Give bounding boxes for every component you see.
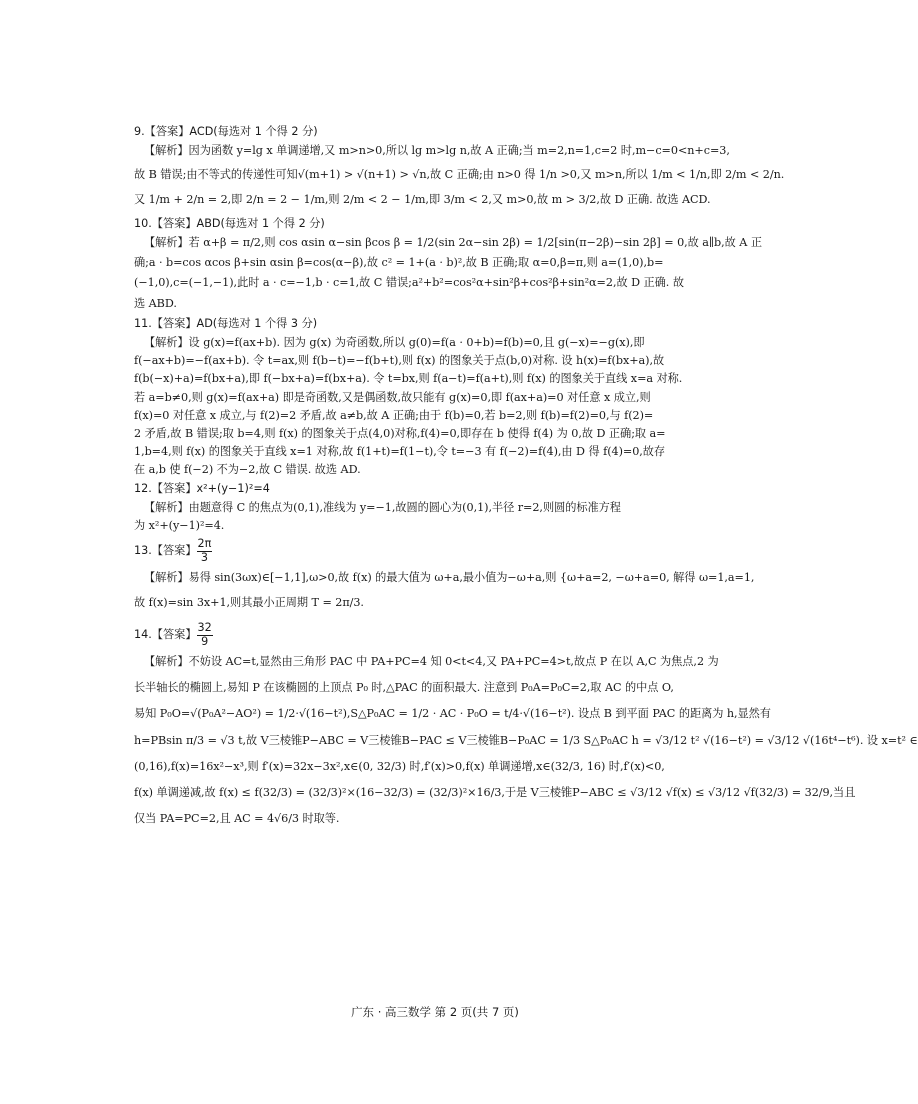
answer-prefix: 14.【答案】	[134, 628, 197, 642]
explanation-line: (0,16),f(x)=16x²−x³,则 f′(x)=32x−3x²,x∈(0, 32/3) 时,f′(x)>0,f(x) 单调递增,x∈(32/3, 16) 时,f′(x)<0,	[134, 759, 665, 773]
answer-line	[134, 538, 774, 564]
explanation-line: 1,b=4,则 f(x) 的图象关于直线 x=1 对称,故 f(1+t)=f(1−t),令 t=−3 有 f(−2)=f(4),由 D 得 f(4)=0,故存	[134, 445, 666, 459]
explanation-line: 又 1/m + 2/n = 2,即 2/n = 2 − 1/m,则 2/m < 2 − 1/m,即 3/m < 2,又 m>0,故 m > 3/2,故 D 正确. 故选 ACD.	[134, 192, 711, 206]
question-12	[134, 483, 774, 532]
explanation-line: 选 ABD.	[134, 296, 177, 310]
answer-prefix: 13.【答案】	[134, 544, 197, 558]
question-9	[134, 125, 785, 206]
answer-line	[134, 622, 774, 648]
explanation-line: 长半轴长的椭圆上,易知 P 在该椭圆的上顶点 P₀ 时,△PAC 的面积最大. 注意到 P₀A=P₀C=2,取 AC 的中点 O,	[134, 681, 674, 695]
question-11	[134, 318, 774, 476]
question-10	[134, 218, 774, 309]
explanation-line: 仅当 PA=PC=2,且 AC = 4√6/3 时取等.	[134, 812, 340, 826]
explanation-line: (−1,0),c=(−1,−1),此时 a · c=−1,b · c=1,故 C 错误;a²+b²=cos²α+sin²β+cos²β+sin²α=2,故 D 正确. 故	[134, 276, 684, 290]
explanation-line: 【解析】易得 sin(3ωx)∈[−1,1],ω>0,故 f(x) 的最大值为 ω+a,最小值为−ω+a,则 {ω+a=2, −ω+a=0, 解得 ω=1,a=1,	[144, 570, 755, 584]
fraction-numerator: 2π	[197, 537, 212, 551]
solutions-content	[134, 125, 918, 839]
fraction-denominator: 9	[201, 634, 209, 648]
question-13	[134, 538, 774, 608]
explanation-line: 【解析】不妨设 AC=t,显然由三角形 PAC 中 PA+PC=4 知 0<t<4,又 PA+PC=4>t,故点 P 在以 A,C 为焦点,2 为	[144, 654, 719, 668]
answer-line: 10.【答案】ABD(每选对 1 个得 2 分)	[134, 216, 325, 230]
explanation-line: 2 矛盾,故 B 错误;取 b=4,则 f(x) 的图象关于点(4,0)对称,f(4)=0,即存在 b 使得 f(4) 为 0,故 D 正确;取 a=	[134, 427, 666, 441]
answer-line: 12.【答案】x²+(y−1)²=4	[134, 481, 270, 495]
explanation-line: 确;a · b=cos αcos β+sin αsin β=cos(α−β),故 c² = 1+(a · b)²,故 B 正确;取 α=0,β=π,则 a=(1,0),b=	[134, 256, 664, 270]
explanation-line: f(−ax+b)=−f(ax+b). 令 t=ax,则 f(b−t)=−f(b+t),则 f(x) 的图象关于点(b,0)对称. 设 h(x)=f(bx+a),故	[134, 354, 665, 368]
explanation-line: 【解析】因为函数 y=lg x 单调递增,又 m>n>0,所以 lg m>lg n,故 A 正确;当 m=2,n=1,c=2 时,m−c=0<n+c=3,	[144, 144, 730, 158]
explanation-line: 在 a,b 使 f(−2) 不为−2,故 C 错误. 故选 AD.	[134, 463, 361, 477]
explanation-line: f(b(−x)+a)=f(bx+a),即 f(−bx+a)=f(bx+a). 令 t=bx,则 f(a−t)=f(a+t),则 f(x) 的图象关于直线 x=a 对称.	[134, 372, 683, 386]
explanation-line: h=PBsin π/3 = √3 t,故 V三棱锥P−ABC = V三棱锥B−PAC ≤ V三棱锥B−P₀AC = 1/3 S△P₀AC h = √3/12 t² √(16−t²) = √3/12 √(16t⁴−t⁶). 设 x=t² ∈	[134, 733, 918, 747]
explanation-line: 【解析】由题意得 C 的焦点为(0,1),准线为 y=−1,故圆的圆心为(0,1),半径 r=2,则圆的标准方程	[144, 500, 621, 514]
explanation-line: f(x) 单调递减,故 f(x) ≤ f(32/3) = (32/3)²×(16−32/3) = (32/3)²×16/3,于是 V三棱锥P−ABC ≤ √3/12 √f(x) ≤ √3/12 √f(32/3) = 32/9,当且	[134, 785, 856, 799]
answer-fraction	[197, 622, 213, 648]
explanation-line: 易知 P₀O=√(P₀A²−AO²) = 1/2·√(16−t²),S△P₀AC = 1/2 · AC · P₀O = t/4·√(16−t²). 设点 B 到平面 PAC 的距离为 h,显然有	[134, 707, 771, 721]
answer-line: 11.【答案】AD(每选对 1 个得 3 分)	[134, 316, 318, 330]
explanation-line: 为 x²+(y−1)²=4.	[134, 519, 225, 533]
page-footer: 广东 · 高三数学 第 2 页(共 7 页)	[351, 1005, 519, 1019]
answer-fraction	[197, 538, 213, 564]
question-14	[134, 621, 918, 826]
explanation-line: 若 a=b≠0,则 g(x)=f(ax+a) 即是奇函数,又是偶函数,故只能有 g(x)=0,即 f(ax+a)=0 对任意 x 成立,则	[134, 390, 651, 404]
fraction-denominator: 3	[200, 550, 209, 564]
explanation-line: 故 B 错误;由不等式的传递性可知√(m+1) > √(n+1) > √n,故 C 正确;由 n>0 得 1/n >0,又 m>n,所以 1/m < 1/n,即 2/m < 2/n.	[134, 168, 785, 182]
answer-line: 9.【答案】ACD(每选对 1 个得 2 分)	[134, 125, 318, 138]
explanation-line: f(x)=0 对任意 x 成立,与 f(2)=2 矛盾,故 a≠b,故 A 正确;由于 f(b)=0,若 b=2,则 f(b)=f(2)=0,与 f(2)=	[134, 408, 654, 422]
explanation-line: 【解析】若 α+β = π/2,则 cos αsin α−sin βcos β = 1/2(sin 2α−sin 2β) = 1/2[sin(π−2β)−sin 2β] = 0,故 a∥b,故 A 正	[144, 236, 762, 250]
fraction-numerator: 32	[197, 621, 212, 635]
explanation-line: 【解析】设 g(x)=f(ax+b). 因为 g(x) 为奇函数,所以 g(0)=f(a · 0+b)=f(b)=0,且 g(−x)=−g(x),即	[144, 336, 645, 350]
explanation-line: 故 f(x)=sin 3x+1,则其最小正周期 T = 2π/3.	[134, 596, 364, 610]
